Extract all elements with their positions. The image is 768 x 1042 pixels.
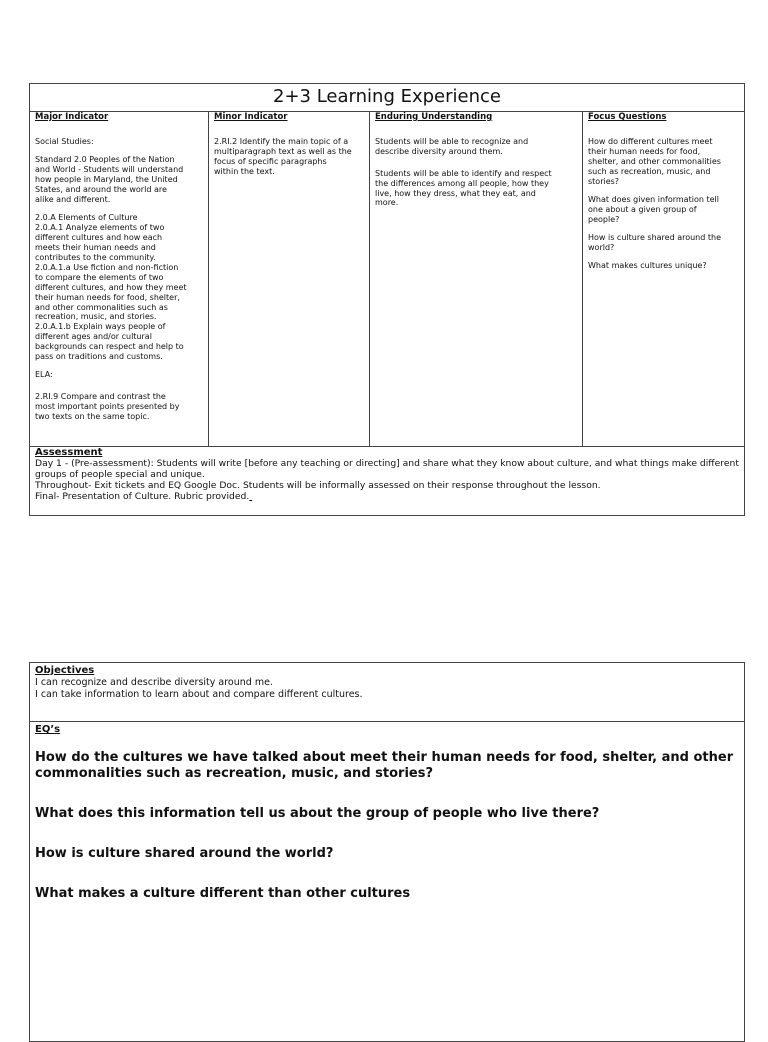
column-heading: Enduring Understanding bbox=[375, 112, 493, 122]
eq-section bbox=[30, 722, 744, 902]
column-paragraph: Students will be able to identify and respect the differences among all people, how they live, how they dress, what they eat, and more. bbox=[375, 168, 552, 208]
objective-line: I can recognize and describe diversity around me. bbox=[35, 677, 273, 688]
column-paragraph: 2.RI.9 Compare and contrast the most important points presented by two texts on the same topic. bbox=[35, 392, 180, 422]
eq-question: How do the cultures we have talked about meet their human needs for food, shelter, and other commonalities such as recreation, music, and stories? bbox=[35, 750, 734, 781]
table-title: 2+3 Learning Experience bbox=[30, 84, 744, 112]
column-paragraph: 2.0.A Elements of Culture 2.0.A.1 Analyze elements of two different cultures and how each meets their human needs and contributes to the community. 2.0.A.1.a Use fiction and non-fiction to compare the elements of two different cultures, and how they meet their human needs for food, shelter, and other commonalities such as recreation, music, and stories. 2.0.A.1.b Explain ways people of different ages and/or cultural backgrounds can respect and help to pass on traditions and customs. bbox=[35, 213, 187, 362]
eq-question: How is culture shared around the world? bbox=[35, 846, 334, 861]
column-heading: Minor Indicator bbox=[214, 112, 288, 122]
column-paragraph: Social Studies: bbox=[35, 136, 94, 146]
eq-question: What makes a culture different than other cultures bbox=[35, 886, 411, 901]
column-paragraph: How do different cultures meet their human needs for food, shelter, and other commonalities such as recreation, music, and stories? bbox=[588, 136, 721, 186]
column-heading: Focus Questions bbox=[588, 112, 667, 122]
column-paragraph: Standard 2.0 Peoples of the Nation and World - Students will understand how people in Maryland, the United States, and around the world are alike and different. bbox=[35, 155, 184, 204]
objective-line: I can take information to learn about and compare different cultures. bbox=[35, 689, 363, 700]
objectives-table bbox=[29, 662, 745, 1042]
indicator-columns bbox=[30, 112, 744, 447]
column-paragraph: How is culture shared around the world? bbox=[588, 233, 722, 253]
assessment-heading: Assessment bbox=[35, 447, 103, 458]
column-paragraph: What does given information tell one about a given group of people? bbox=[588, 194, 719, 224]
assessment-section bbox=[30, 447, 744, 502]
column-paragraph: Students will be able to recognize and describe diversity around them. bbox=[375, 136, 529, 156]
learning-experience-table bbox=[29, 83, 745, 516]
eq-question: What does this information tell us about the group of people who live there? bbox=[35, 806, 600, 821]
objectives-section bbox=[30, 663, 744, 722]
underline-mark bbox=[249, 491, 252, 502]
assessment-line: Day 1 - (Pre-assessment): Students will write [before any teaching or directing] and share what they know about culture, and what things make different groups of people special and unique. bbox=[35, 458, 739, 480]
focus-questions-column bbox=[583, 112, 744, 446]
assessment-line: Throughout- Exit tickets and EQ Google Doc. Students will be informally assessed on their response throughout the lesson. bbox=[35, 480, 601, 491]
minor-indicator-column bbox=[209, 112, 370, 446]
column-paragraph: ELA: bbox=[35, 370, 53, 380]
column-paragraph: 2.RI.2 Identify the main topic of a multiparagraph text as well as the focus of specific paragraphs within the text. bbox=[214, 136, 352, 176]
eq-heading: EQ’s bbox=[35, 724, 61, 735]
objectives-heading: Objectives bbox=[35, 665, 95, 676]
column-paragraph: What makes cultures unique? bbox=[588, 261, 707, 271]
column-heading: Major Indicator bbox=[35, 112, 109, 122]
enduring-understanding-column bbox=[370, 112, 583, 446]
major-indicator-column bbox=[30, 112, 209, 446]
assessment-line bbox=[35, 491, 739, 502]
assessment-final-text: Final- Presentation of Culture. Rubric provided. bbox=[35, 491, 250, 502]
